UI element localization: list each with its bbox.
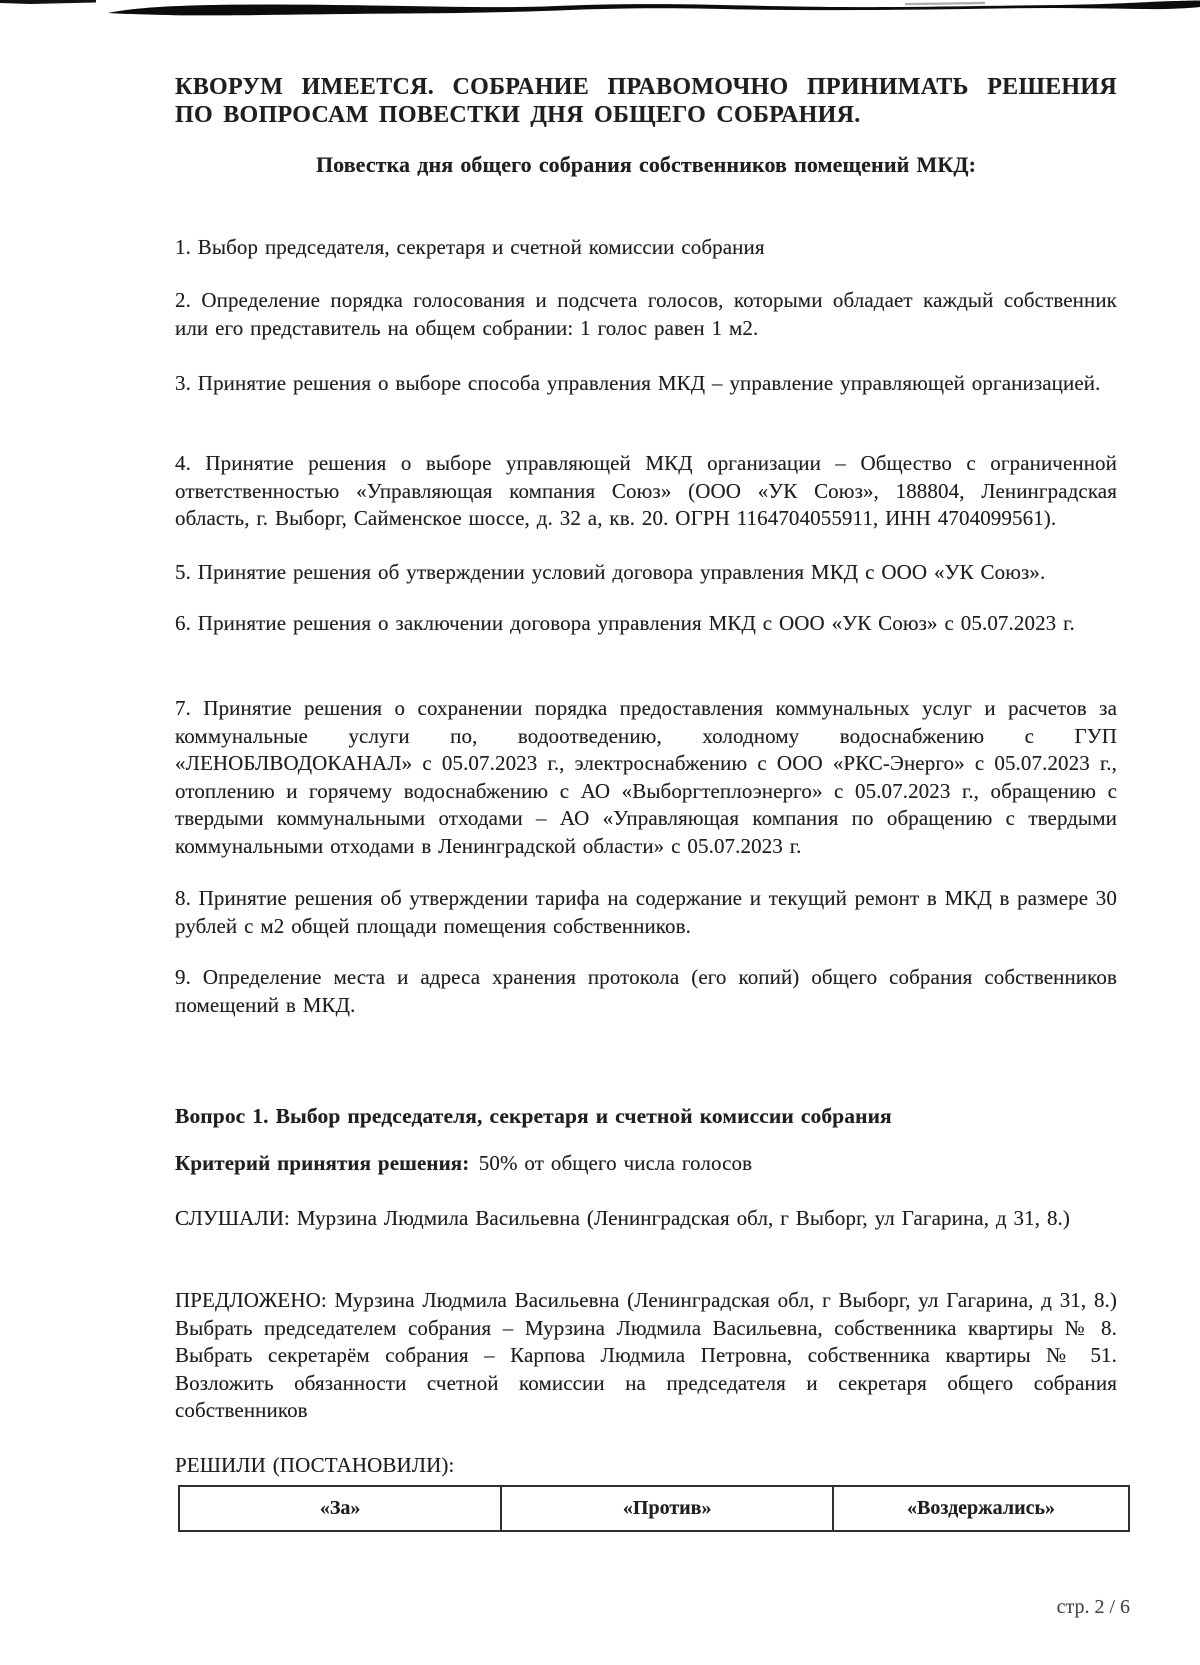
agenda-item: 2. Определение порядка голосования и подсчета голосов, которыми обладает каждый собственник или его представитель на общем собрании: 1 голос равен 1 м2. <box>175 288 1117 340</box>
agenda-item: 7. Принятие решения о сохранении порядка предоставления коммунальных услуг и расчетов за коммунальные услуги по, водоотведению, холодному водоснабжению с ГУП «ЛЕНОБЛВОДОКАНАЛ» с 05.07.2023 г., электроснабжению с ООО «РКС-Энерго» с 05.07.2023 г., отоплению и горячему водоснабжению с АО «Выборгтеплоэнерго» с 05.07.2023 г., обращению с твердыми коммунальными отходами – АО «Управляющая компания по обращению с твердыми коммунальными отходами в Ленинградской области» с 05.07.2023 г. <box>175 696 1117 858</box>
agenda-item: 9. Определение места и адреса хранения протокола (его копий) общего собрания собственников помещений в МКД. <box>175 965 1117 1017</box>
resolved-label: РЕШИЛИ (ПОСТАНОВИЛИ): <box>175 1453 455 1477</box>
listened-paragraph: СЛУШАЛИ: Мурзина Людмила Васильевна (Ленинградская обл, г Выборг, ул Гагарина, д 31, 8.) <box>175 1206 1070 1230</box>
proposed-paragraph: ПРЕДЛОЖЕНО: Мурзина Людмила Васильевна (Ленинградская обл, г Выборг, ул Гагарина, д 31, 8.) Выбрать председателем собрания – Мурзина Людмила Васильевна, собственника квартиры № 8. Выбрать секретарём собрания – Карпова Людмила Петровна, собственника квартиры № 51. Возложить обязанности счетной комиссии на председателя и секретаря общего собрания собственников <box>175 1288 1117 1422</box>
agenda-title: Повестка дня общего собрания собственников помещений МКД: <box>315 152 977 177</box>
agenda-item: 3. Принятие решения о выборе способа управления МКД – управление управляющей организацией. <box>175 371 1101 395</box>
vote-header-for: «За» <box>180 1487 502 1530</box>
vote-header-abstained: «Воздержались» <box>907 1497 1056 1519</box>
scan-edge-artifact <box>0 0 1200 22</box>
agenda-item: 4. Принятие решения о выборе управляющей МКД организации – Общество с ограниченной ответственностью «Управляющая компания Союз» (ООО «УК Союз», 188804, Ленинградская область, г. Выборг, Сайменское шоссе, д. 32 а, кв. 20. ОГРН 1164704055911, ИНН 4704099561). <box>175 451 1117 530</box>
agenda-item: 5. Принятие решения об утверждении условий договора управления МКД с ООО «УК Союз». <box>175 560 1046 584</box>
agenda-item: 1. Выбор председателя, секретаря и счетной комиссии собрания <box>175 235 765 259</box>
agenda-item: 8. Принятие решения об утверждении тарифа на содержание и текущий ремонт в МКД в размере 30 рублей с м2 общей площади помещения собственников. <box>175 886 1117 938</box>
decision-criteria <box>175 1150 1117 1178</box>
decision-criteria-label: Критерий принятия решения: <box>175 1151 470 1175</box>
agenda-item: 6. Принятие решения о заключении договора управления МКД с ООО «УК Союз» с 05.07.2023 г. <box>175 611 1075 635</box>
question-1-heading: Вопрос 1. Выбор председателя, секретаря и счетной комиссии собрания <box>175 1103 892 1128</box>
vote-table <box>178 1485 1130 1532</box>
decision-criteria-value: 50% от общего числа голосов <box>478 1151 753 1175</box>
vote-header-against: «Против» <box>502 1487 834 1530</box>
quorum-statement: КВОРУМ ИМЕЕТСЯ. СОБРАНИЕ ПРАВОМОЧНО ПРИНИМАТЬ РЕШЕНИЯ ПО ВОПРОСАМ ПОВЕСТКИ ДНЯ ОБЩЕГО СОБРАНИЯ. <box>175 74 1117 128</box>
page-number: стр. 2 / 6 <box>1056 1596 1130 1618</box>
